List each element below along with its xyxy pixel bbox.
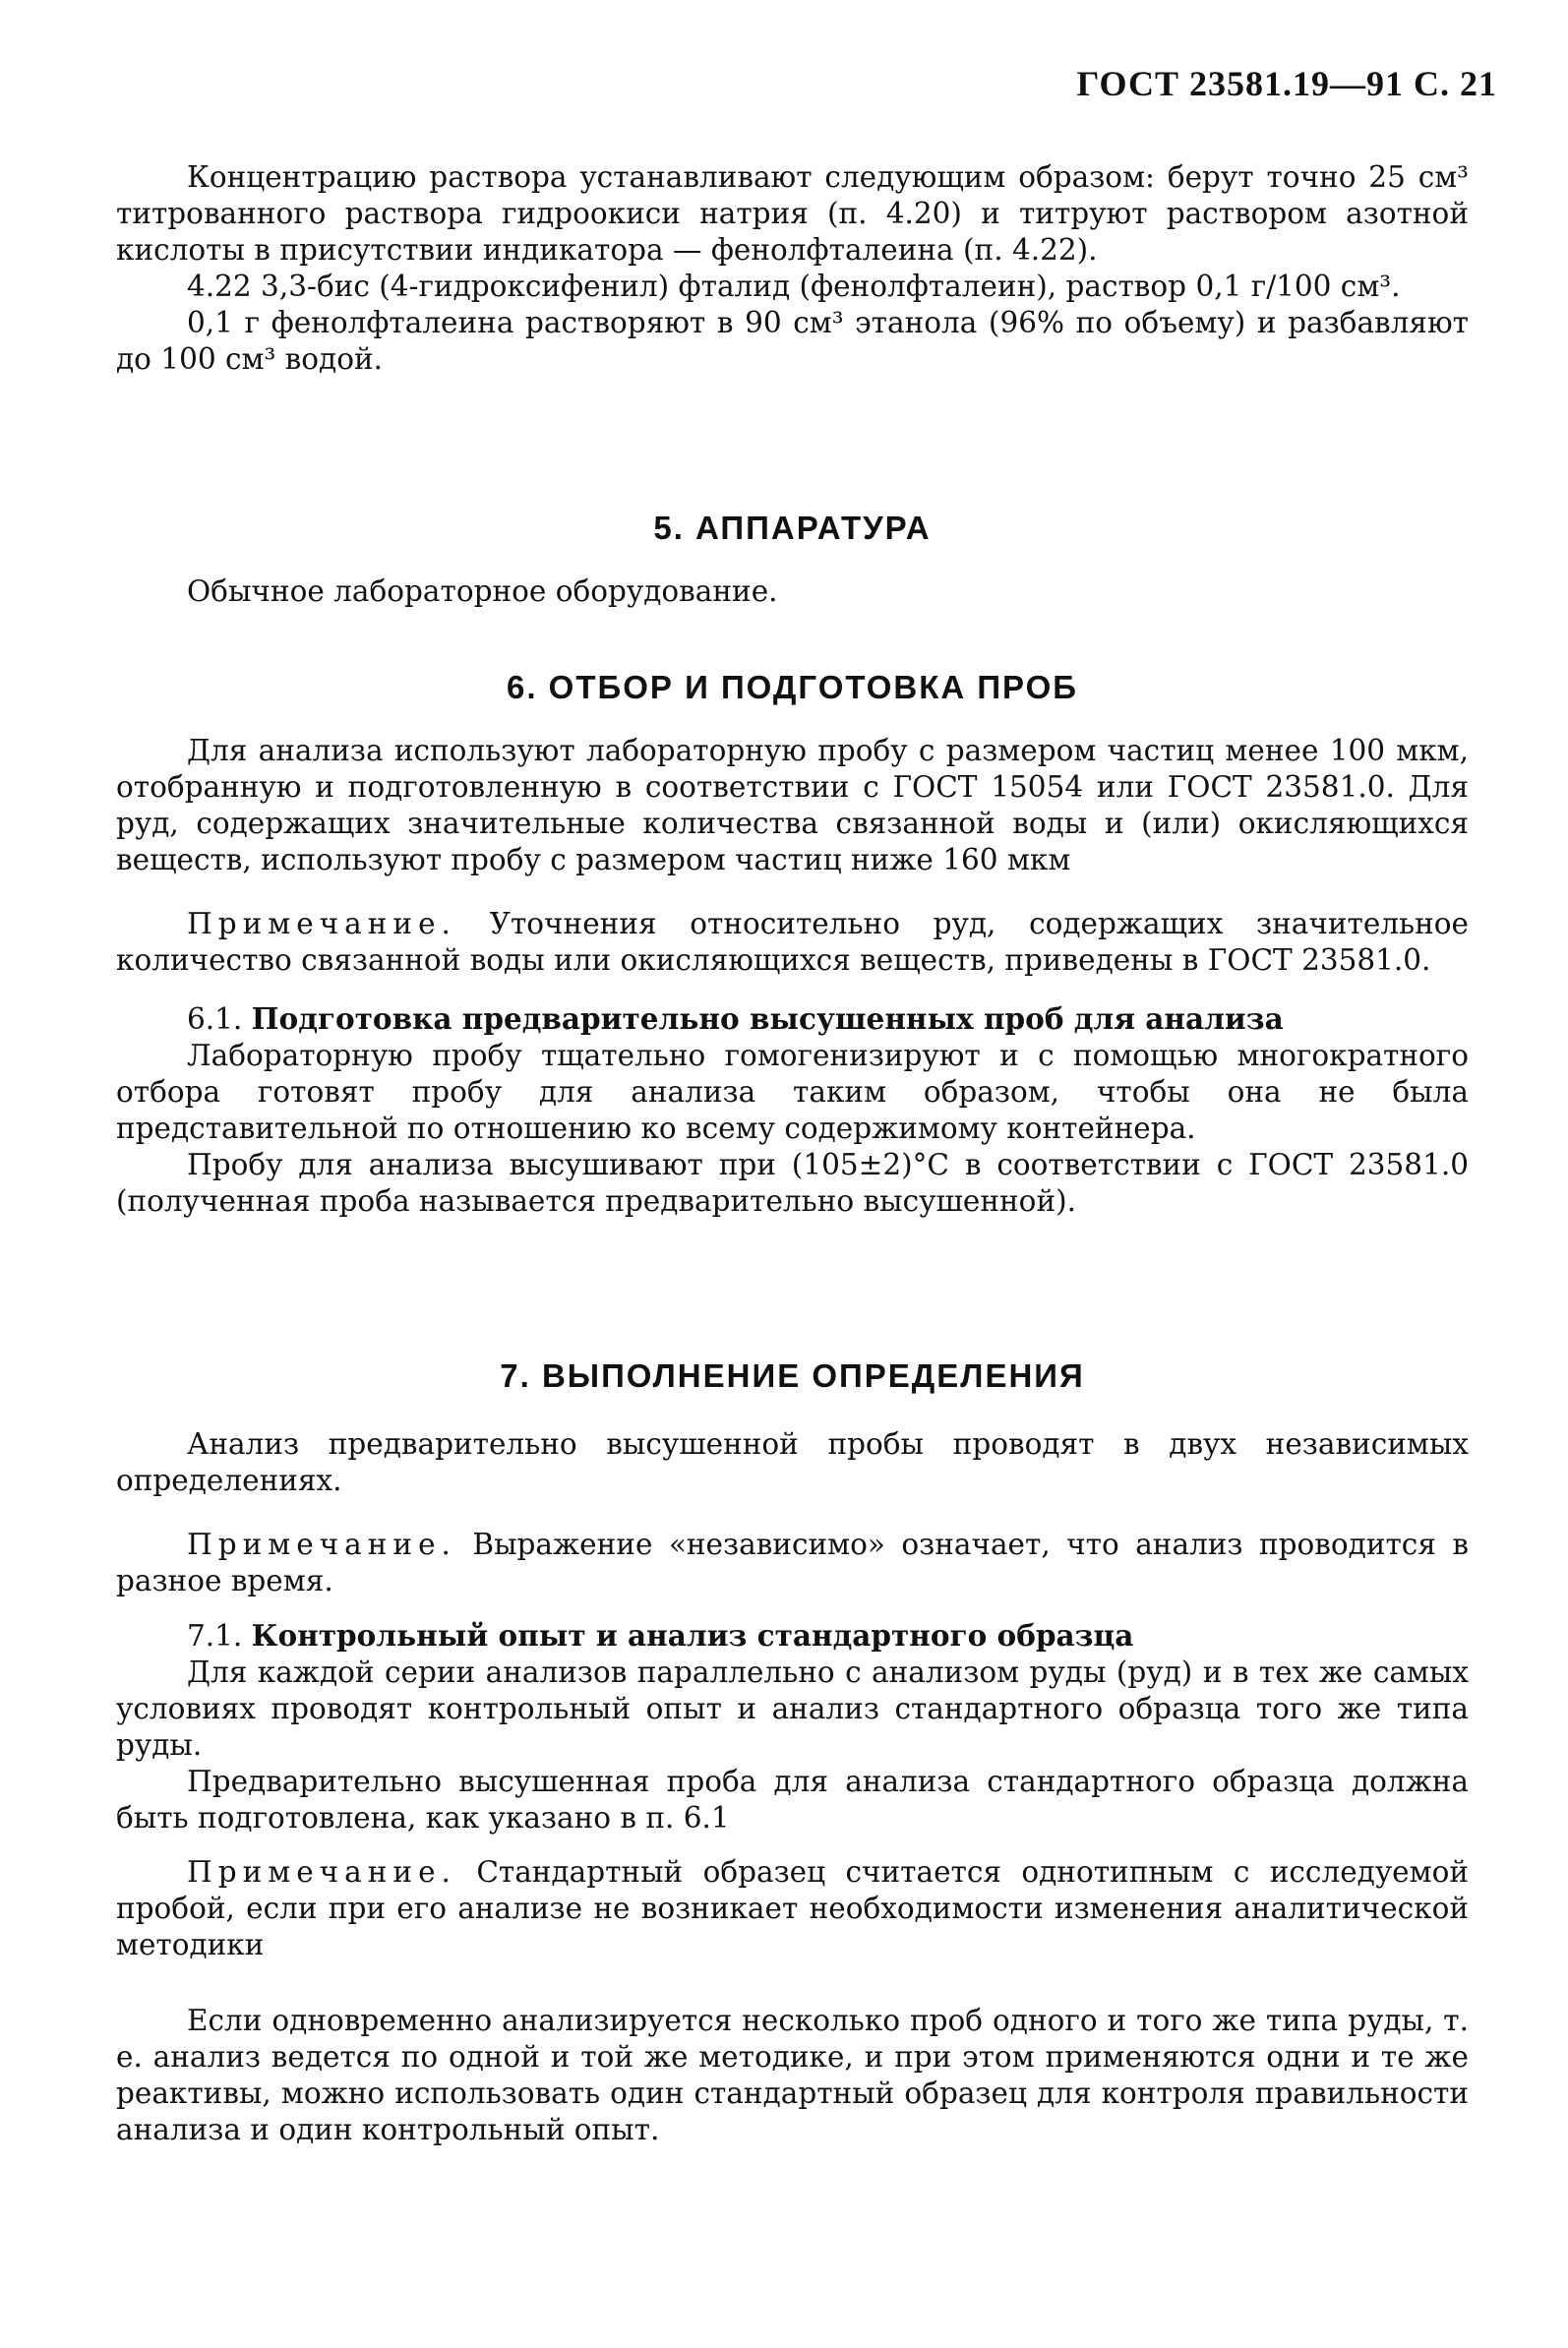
note-label: Примечание. bbox=[187, 1855, 456, 1889]
subsection-number: 6.1. bbox=[187, 1002, 252, 1036]
section-5-body bbox=[116, 573, 1469, 610]
note-text: Стандартный образец считается однотипным с исследуемой пробой, если при его анализе не возникает необходимости изменения аналитической методики bbox=[116, 1855, 1469, 1961]
homogenization-paragraph: Лабораторную пробу тщательно гомогенизируют и с помощью многократного отбора готовят пробу для анализа таким образом, чтобы она не была представительной по отношению ко всему содержимому контейнера. bbox=[116, 1039, 1469, 1145]
note-text: Уточнения относительно руд, содержащих значительное количество связанной воды или окисляющихся веществ, приведены в ГОСТ 23581.0. bbox=[116, 907, 1469, 977]
section-7-title: 7. ВЫПОЛНЕНИЕ ОПРЕДЕЛЕНИЯ bbox=[500, 1357, 1085, 1394]
multiple-samples-paragraph: Если одновременно анализируется несколько проб одного и того же типа руды, т. е. анализ ведется по одной и той же методике, и при этом применяются одни и те же реактивы, можно использовать один стандартный образец для контроля правильности анализа и один контрольный опыт. bbox=[116, 2004, 1469, 2146]
section-7-body bbox=[116, 1426, 1469, 2148]
independent-determinations-paragraph: Анализ предварительно высушенной пробы проводят в двух независимых определениях. bbox=[116, 1427, 1469, 1497]
sample-size-paragraph: Для анализа используют лабораторную пробу с размером частиц менее 100 мкм, отобранную и подготовленную в соответствии с ГОСТ 15054 или ГОСТ 23581.0. Для руд, содержащих значительные количества связанной воды и (или) окисляющихся веществ, используют пробу с размером частиц ниже 160 мкм bbox=[116, 734, 1469, 876]
phenolphthalein-item: 4.22 3,3-бис (4-гидроксифенил) фталид (фенолфталеин), раствор 0,1 г/100 см³. bbox=[187, 270, 1401, 303]
drying-paragraph: Пробу для анализа высушивают при (105±2)°С в соответствии с ГОСТ 23581.0 (полученная проба называется предварительно высушенной). bbox=[116, 1148, 1469, 1218]
section-6-note bbox=[116, 906, 1469, 979]
subsection-number: 7.1. bbox=[187, 1619, 252, 1653]
control-experiment-paragraph: Для каждой серии анализов параллельно с анализом руды (руд) и в тех же самых условиях проводят контрольный опыт и анализ стандартного образца того же типа руды. bbox=[116, 1656, 1469, 1762]
section-6-title: 6. ОТБОР И ПОДГОТОВКА ПРОБ bbox=[506, 669, 1079, 705]
note-label: Примечание. bbox=[187, 1528, 456, 1561]
phenolphthalein-preparation: 0,1 г фенолфталеина растворяют в 90 см³ этанола (96% по объему) и разбавляют до 100 см³ водой. bbox=[116, 306, 1469, 376]
concentration-paragraph: Концентрацию раствора устанавливают следующим образом: берут точно 25 см³ титрованного раствора гидроокиси натрия (п. 4.20) и титруют раствором азотной кислоты в присутствии индикатора — фенолфталеина (п. 4.22). bbox=[116, 160, 1469, 267]
subsection-7-1-heading bbox=[116, 1617, 1469, 1655]
note-label: Примечание. bbox=[187, 907, 456, 940]
subsection-6-1-heading bbox=[116, 1000, 1469, 1038]
section-7-note-1 bbox=[116, 1527, 1469, 1599]
note-text: Выражение «независимо» означает, что анализ проводится в разное время. bbox=[116, 1528, 1469, 1597]
reagents-continuation bbox=[116, 159, 1469, 378]
section-7-note-2 bbox=[116, 1854, 1469, 1963]
section-6-body bbox=[116, 733, 1469, 1220]
page-header: ГОСТ 23581.19—91 С. 21 bbox=[1076, 64, 1497, 103]
equipment-text: Обычное лабораторное оборудование. bbox=[187, 574, 778, 608]
section-5-title: 5. АППАРАТУРА bbox=[653, 510, 932, 546]
subsection-title: Подготовка предварительно высушенных проб для анализа bbox=[251, 1001, 1284, 1036]
subsection-title: Контрольный опыт и анализ стандартного образца bbox=[251, 1618, 1134, 1653]
standard-sample-paragraph: Предварительно высушенная проба для анализа стандартного образца должна быть подготовлена, как указано в п. 6.1 bbox=[116, 1765, 1469, 1835]
